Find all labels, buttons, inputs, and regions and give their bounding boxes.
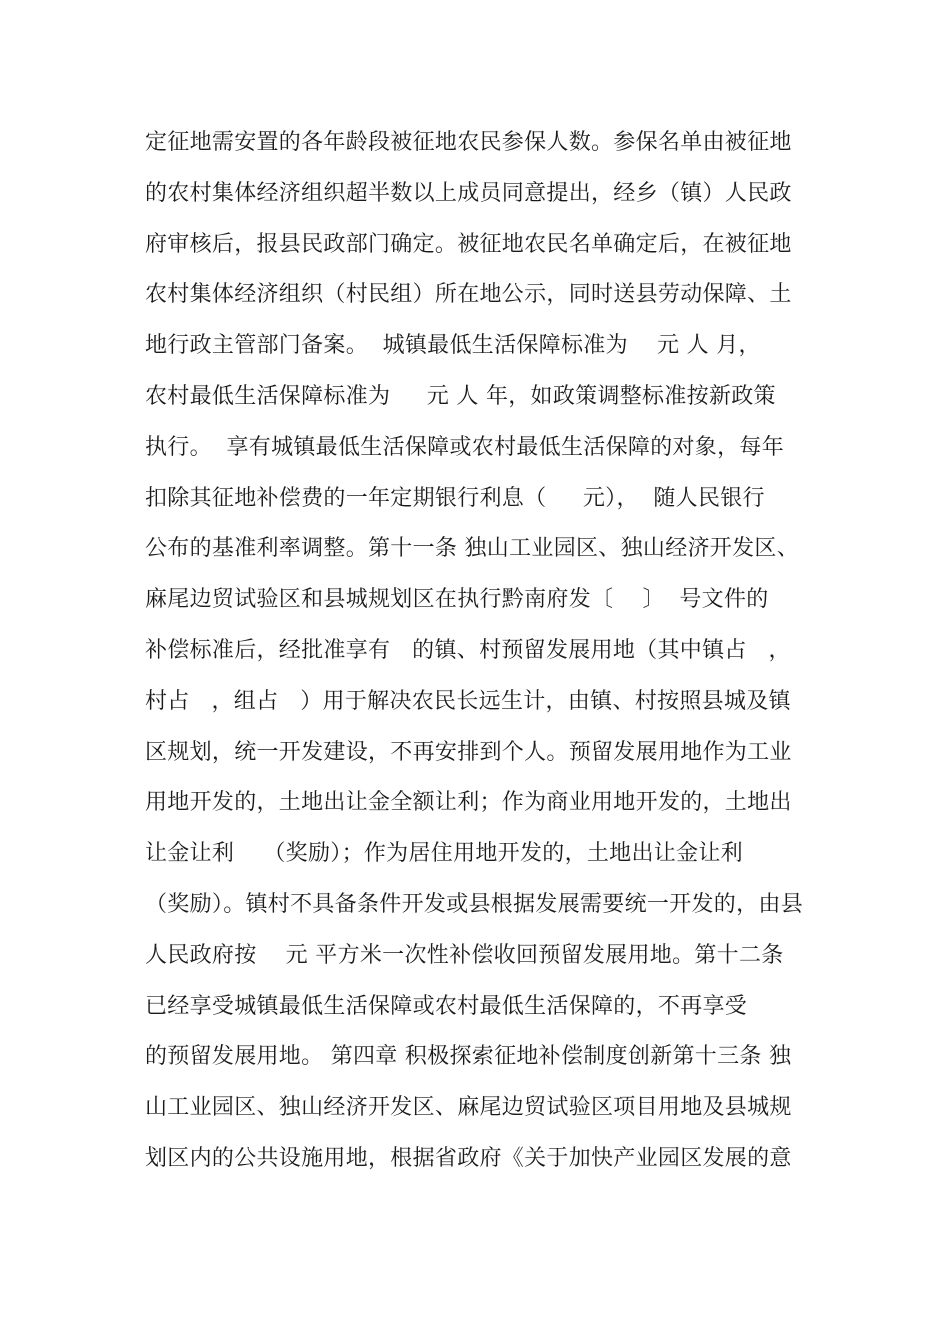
text-line: （奖励）。镇村不具备条件开发或县根据发展需要统一开发的，由县 <box>145 891 804 917</box>
text-line: 补偿标准后，经批准享有 的镇、村预留发展用地（其中镇占 ， <box>145 637 791 663</box>
text-line: 麻尾边贸试验区和县城规划区在执行黔南府发〔 〕 号文件的 <box>145 587 769 613</box>
body-text <box>145 118 815 1185</box>
text-line: 的农村集体经济组织超半数以上成员同意提出，经乡（镇）人民政 <box>145 180 792 206</box>
text-line: 公布的基准利率调整。第十一条 独山工业园区、独山经济开发区、 <box>145 536 799 562</box>
text-line: 的预留发展用地。 第四章 积极探索征地补偿制度创新第十三条 独 <box>145 1044 792 1070</box>
text-line: 山工业园区、独山经济开发区、麻尾边贸试验区项目用地及县城规 <box>145 1095 792 1121</box>
text-line: 让金让利 （奖励）；作为居住用地开发的，土地出让金让利 <box>145 841 743 867</box>
text-line: 划区内的公共设施用地，根据省政府《关于加快产业园区发展的意 <box>145 1145 792 1171</box>
text-line: 定征地需安置的各年龄段被征地农民参保人数。参保名单由被征地 <box>145 130 792 155</box>
text-line: 执行。 享有城镇最低生活保障或农村最低生活保障的对象，每年 <box>145 434 784 460</box>
text-line: 地行政主管部门备案。 城镇最低生活保障标准为 元 人 月， <box>145 333 761 359</box>
text-line: 人民政府按 元 平方米一次性补偿收回预留发展用地。第十二条 <box>145 942 784 968</box>
text-line: 农村最低生活保障标准为 元 人 年，如政策调整标准按新政策 <box>145 383 776 409</box>
text-line: 村占 ，组占 ）用于解决农民长远生计，由镇、村按照县城及镇 <box>145 688 791 714</box>
text-line: 区规划，统一开发建设，不再安排到个人。预留发展用地作为工业 <box>145 739 792 765</box>
text-line: 农村集体经济组织（村民组）所在地公示，同时送县劳动保障、土 <box>145 282 792 308</box>
text-line: 府审核后，报县民政部门确定。被征地农民名单确定后，在被征地 <box>145 231 792 257</box>
text-line: 用地开发的，土地出让金全额让利；作为商业用地开发的，土地出 <box>145 790 792 816</box>
text-line: 已经享受城镇最低生活保障或农村最低生活保障的，不再享受 <box>145 993 748 1019</box>
text-line: 扣除其征地补偿费的一年定期银行利息（ 元）， 随人民银行 <box>145 485 765 511</box>
